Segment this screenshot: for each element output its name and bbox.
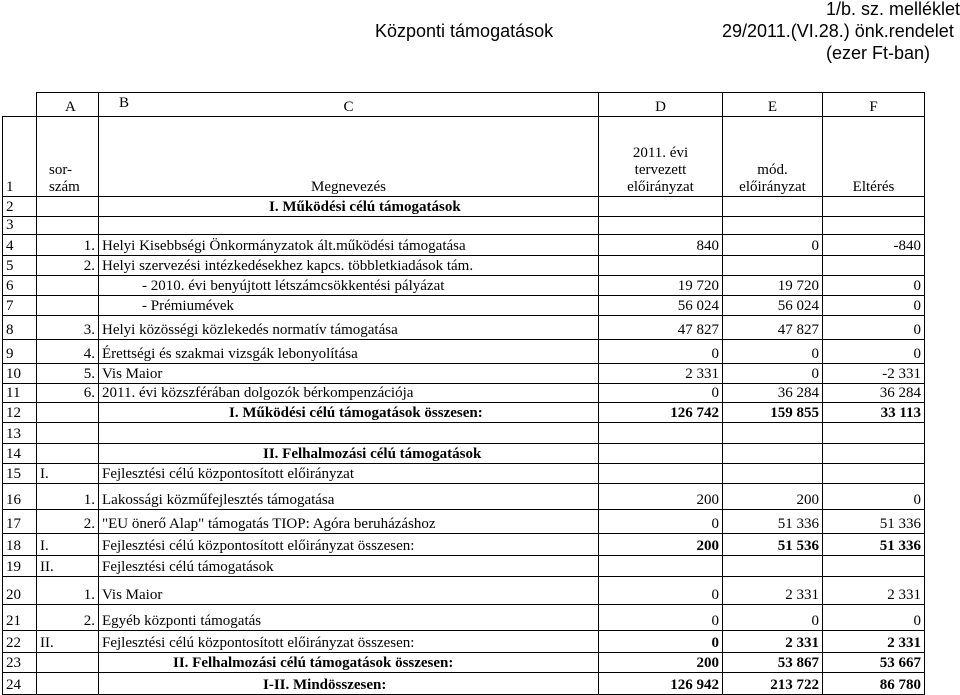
- planned-value: 0: [599, 340, 723, 364]
- sorszam-header: [37, 117, 99, 197]
- modified-value: 200: [723, 484, 823, 510]
- item-number: 1.: [37, 484, 99, 510]
- row-number: 3: [3, 217, 37, 235]
- row-number: 6: [3, 276, 37, 296]
- row-number: 2: [3, 197, 37, 217]
- row-number: 17: [3, 510, 37, 534]
- item-name: Helyi közösségi közlekedés normatív támogatása: [99, 316, 599, 340]
- planned-value: 126 742: [599, 403, 723, 423]
- name-header: Megnevezés: [99, 117, 599, 197]
- sorszam-header-line: sor-: [49, 162, 73, 178]
- planned-value: 0: [599, 577, 723, 605]
- diff-value: -840: [823, 235, 925, 256]
- diff-value: 0: [823, 276, 925, 296]
- table-row: [3, 631, 925, 653]
- table-row: [3, 384, 925, 403]
- row-number: 12: [3, 403, 37, 423]
- table-row: [3, 364, 925, 384]
- subtotal-label: Fejlesztési célú központosított előirányzat összesen:: [99, 631, 599, 653]
- row-number: 19: [3, 556, 37, 577]
- item-number: I.: [37, 464, 99, 484]
- table-row: [3, 235, 925, 256]
- table-row: [3, 577, 925, 605]
- modified-value: 47 827: [723, 316, 823, 340]
- modified-value: 0: [723, 235, 823, 256]
- modified-value: 51 336: [723, 510, 823, 534]
- row-number: 13: [3, 423, 37, 444]
- table-row: [3, 316, 925, 340]
- planned-value: 840: [599, 235, 723, 256]
- row-number: 11: [3, 384, 37, 403]
- item-name: - 2010. évi benyújtott létszámcsökkentési pályázat: [99, 276, 599, 296]
- table-row: [3, 510, 925, 534]
- diff-value: -2 331: [823, 364, 925, 384]
- row-number: 8: [3, 316, 37, 340]
- sorszam-header-line: szám: [49, 179, 80, 195]
- row-number: 22: [3, 631, 37, 653]
- subtotal-label: Fejlesztési célú központosított előirányzat összesen:: [99, 534, 599, 556]
- table-row: [3, 403, 925, 423]
- diff-value: 0: [823, 605, 925, 631]
- section-title: I. Működési célú támogatások: [99, 197, 599, 217]
- row-number: 1: [3, 117, 37, 197]
- item-name: "EU önerő Alap" támogatás TIOP: Agóra beruházáshoz: [99, 510, 599, 534]
- column-label[interactable]: D: [599, 93, 723, 117]
- row-number: 5: [3, 256, 37, 276]
- modified-value: 0: [723, 364, 823, 384]
- annex-label: 1/b. sz. melléklet: [826, 0, 960, 19]
- item-number: 5.: [37, 364, 99, 384]
- item-name: Helyi Kisebbségi Önkormányzatok ált.működési támogatása: [99, 235, 599, 256]
- item-number: 2.: [37, 256, 99, 276]
- planned-value: 0: [599, 605, 723, 631]
- column-label[interactable]: F: [823, 93, 925, 117]
- planned-value: 2 331: [599, 364, 723, 384]
- row-number: 21: [3, 605, 37, 631]
- modified-value: 213 722: [723, 673, 823, 695]
- table-row: [3, 340, 925, 364]
- modified-value: 51 536: [723, 534, 823, 556]
- item-number: 1.: [37, 235, 99, 256]
- table-row: [3, 276, 925, 296]
- table-row: [3, 534, 925, 556]
- diff-value: 2 331: [823, 577, 925, 605]
- diff-value: 0: [823, 340, 925, 364]
- item-number: I.: [37, 534, 99, 556]
- modified-value: 19 720: [723, 276, 823, 296]
- table-row: [3, 197, 925, 217]
- diff-value: 53 667: [823, 653, 925, 673]
- item-name: Fejlesztési célú támogatások: [99, 556, 599, 577]
- row-number: 18: [3, 534, 37, 556]
- row-number: 16: [3, 484, 37, 510]
- diff-value: 86 780: [823, 673, 925, 695]
- planned-value: 0: [599, 384, 723, 403]
- modified-value: 159 855: [723, 403, 823, 423]
- item-number: 2.: [37, 605, 99, 631]
- subtotal-label: II. Felhalmozási célú támogatások összesen:: [99, 653, 599, 673]
- planned-value: 56 024: [599, 296, 723, 316]
- diff-value: 51 336: [823, 534, 925, 556]
- subtotal-label: I. Működési célú támogatások összesen:: [99, 403, 599, 423]
- decree-label: 29/2011.(VI.28.) önk.rendelet: [722, 21, 954, 41]
- item-number: 2.: [37, 510, 99, 534]
- section-title: II. Felhalmozási célú támogatások: [99, 444, 599, 464]
- diff-value: 0: [823, 484, 925, 510]
- item-name: Vis Maior: [99, 364, 599, 384]
- item-name: - Prémiumévek: [99, 296, 599, 316]
- row-number: 14: [3, 444, 37, 464]
- column-label[interactable]: E: [723, 93, 823, 117]
- table-row: [3, 556, 925, 577]
- modified-value: 2 331: [723, 631, 823, 653]
- modified-header-line: mód.: [757, 162, 788, 178]
- planned-value: 200: [599, 534, 723, 556]
- diff-header: Eltérés: [823, 117, 925, 197]
- diff-value: 51 336: [823, 510, 925, 534]
- row-number: 20: [3, 577, 37, 605]
- table-row: [3, 117, 925, 197]
- column-label[interactable]: B: [119, 95, 130, 111]
- table-row: [3, 256, 925, 276]
- table-row: [3, 464, 925, 484]
- table-row: [3, 484, 925, 510]
- modified-value: 0: [723, 605, 823, 631]
- planned-value: 0: [599, 510, 723, 534]
- table-row: [3, 296, 925, 316]
- table-row: [3, 605, 925, 631]
- item-number: 4.: [37, 340, 99, 364]
- planned-header: [599, 117, 723, 197]
- column-letter-row: [3, 93, 925, 117]
- modified-value: 36 284: [723, 384, 823, 403]
- planned-value: 200: [599, 653, 723, 673]
- table-row: [3, 444, 925, 464]
- item-name: 2011. évi közszférában dolgozók bérkompenzációja: [99, 384, 599, 403]
- modified-value: 2 331: [723, 577, 823, 605]
- diff-value: 2 331: [823, 631, 925, 653]
- table-row: [3, 423, 925, 444]
- modified-header: [723, 117, 823, 197]
- planned-header-line: tervezett: [634, 162, 687, 178]
- modified-value: 56 024: [723, 296, 823, 316]
- planned-header-line: 2011. évi: [632, 145, 689, 161]
- table-row: [3, 217, 925, 235]
- modified-header-line: előirányzat: [739, 179, 806, 195]
- planned-value: 47 827: [599, 316, 723, 340]
- row-number: 9: [3, 340, 37, 364]
- planned-value: 0: [599, 631, 723, 653]
- planned-value: 19 720: [599, 276, 723, 296]
- item-name: Lakossági közműfejlesztés támogatása: [99, 484, 599, 510]
- grand-total-label: I-II. Mindösszesen:: [99, 673, 599, 695]
- item-name: Érettségi és szakmai vizsgák lebonyolítása: [99, 340, 599, 364]
- planned-value: 126 942: [599, 673, 723, 695]
- row-number: 4: [3, 235, 37, 256]
- planned-value: 200: [599, 484, 723, 510]
- page-title: Központi támogatások: [375, 21, 554, 41]
- item-name: Fejlesztési célú központosított előirányzat: [99, 464, 599, 484]
- column-label[interactable]: A: [37, 93, 99, 117]
- item-number: II.: [37, 556, 99, 577]
- item-number: II.: [37, 631, 99, 653]
- table-row: [3, 653, 925, 673]
- column-label[interactable]: C: [343, 99, 354, 115]
- item-name: Egyéb központi támogatás: [99, 605, 599, 631]
- row-number: 23: [3, 653, 37, 673]
- unit-label: (ezer Ft-ban): [826, 43, 931, 63]
- planned-header-line: előirányzat: [627, 179, 694, 195]
- modified-value: 53 867: [723, 653, 823, 673]
- item-name: Helyi szervezési intézkedésekhez kapcs. többletkiadások tám.: [99, 256, 599, 276]
- item-name: Vis Maior: [99, 577, 599, 605]
- row-number: 7: [3, 296, 37, 316]
- row-number: 10: [3, 364, 37, 384]
- diff-value: 33 113: [823, 403, 925, 423]
- item-number: 3.: [37, 316, 99, 340]
- row-number: 15: [3, 464, 37, 484]
- diff-value: 36 284: [823, 384, 925, 403]
- item-number: 1.: [37, 577, 99, 605]
- diff-value: 0: [823, 316, 925, 340]
- support-table: [2, 92, 925, 695]
- item-number: 6.: [37, 384, 99, 403]
- row-number: 24: [3, 673, 37, 695]
- modified-value: 0: [723, 340, 823, 364]
- diff-value: 0: [823, 296, 925, 316]
- table-row: [3, 673, 925, 695]
